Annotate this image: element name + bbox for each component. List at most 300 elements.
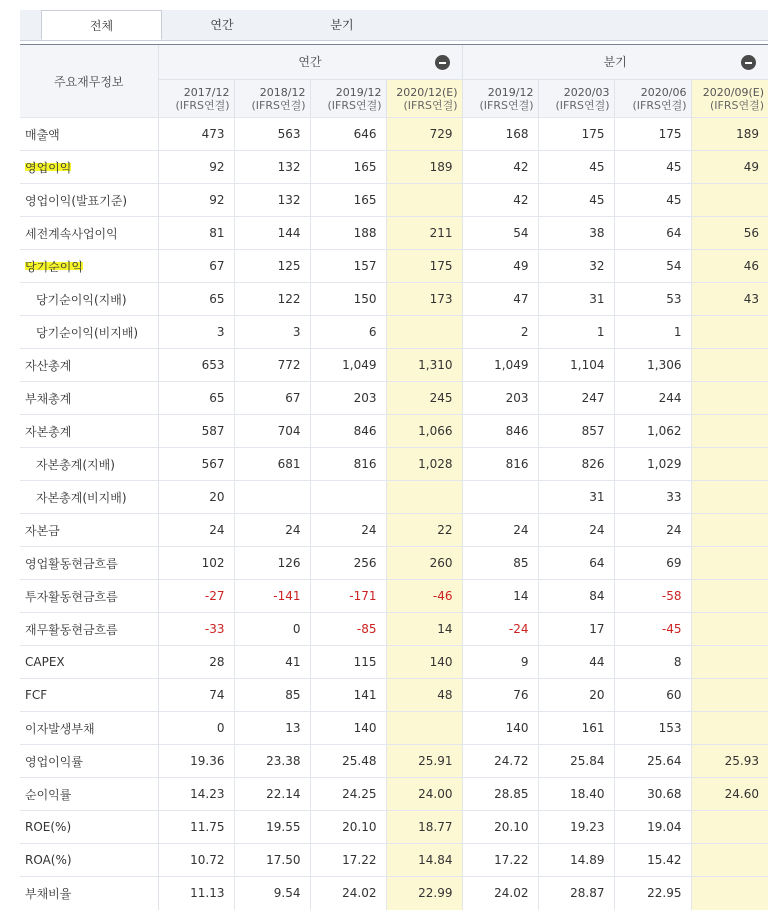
value-cell xyxy=(386,316,462,349)
tab-quarterly[interactable]: 분기 xyxy=(330,18,354,32)
period-date: 2017/12 xyxy=(183,85,230,99)
value-cell: 24.25 xyxy=(310,778,386,811)
row-label-cell xyxy=(20,745,158,778)
value-cell: 168 xyxy=(462,118,538,151)
value-cell: 67 xyxy=(158,250,234,283)
annual-group-header xyxy=(158,45,462,80)
table-row xyxy=(20,250,768,283)
value-cell: 132 xyxy=(234,151,310,184)
value-cell: 65 xyxy=(158,283,234,316)
value-cell: 157 xyxy=(310,250,386,283)
value-cell: 140 xyxy=(310,712,386,745)
value-cell: 24.60 xyxy=(691,778,768,811)
value-cell: 45 xyxy=(538,184,614,217)
row-label-cell xyxy=(20,151,158,184)
value-cell: 14 xyxy=(462,580,538,613)
value-cell: 24.02 xyxy=(310,877,386,910)
value-cell: 2 xyxy=(462,316,538,349)
value-cell: 24 xyxy=(310,514,386,547)
value-cell: 20.10 xyxy=(310,811,386,844)
value-cell xyxy=(691,547,768,580)
value-cell xyxy=(691,514,768,547)
value-cell: 144 xyxy=(234,217,310,250)
period-basis: (IFRS연결) xyxy=(251,98,306,112)
period-basis: (IFRS연결) xyxy=(403,98,458,112)
value-cell: -141 xyxy=(234,580,310,613)
value-cell: 20 xyxy=(538,679,614,712)
value-cell: 19.04 xyxy=(614,811,691,844)
table-row xyxy=(20,349,768,382)
row-label-cell xyxy=(20,877,158,910)
value-cell: 175 xyxy=(614,118,691,151)
value-cell: 28.87 xyxy=(538,877,614,910)
table-row xyxy=(20,877,768,910)
row-label: 당기순이익 xyxy=(25,259,83,274)
value-cell xyxy=(691,613,768,646)
value-cell: 729 xyxy=(386,118,462,151)
value-cell: 13 xyxy=(234,712,310,745)
value-cell: 20.10 xyxy=(462,811,538,844)
tab-bar xyxy=(20,10,768,41)
value-cell: 17.22 xyxy=(310,844,386,877)
value-cell: 25.64 xyxy=(614,745,691,778)
value-cell: 816 xyxy=(310,448,386,481)
row-label: ROA(%) xyxy=(25,853,72,867)
row-label: 자본금 xyxy=(25,523,60,538)
row-label: 자본총계 xyxy=(25,424,72,439)
row-label: 재무활동현금흐름 xyxy=(25,622,118,637)
value-cell: 64 xyxy=(538,547,614,580)
table-row xyxy=(20,184,768,217)
value-cell xyxy=(691,448,768,481)
value-cell: 8 xyxy=(614,646,691,679)
collapse-annual-icon[interactable] xyxy=(435,55,450,70)
period-date: 2020/06 xyxy=(640,85,687,99)
value-cell: 25.48 xyxy=(310,745,386,778)
table-row xyxy=(20,745,768,778)
value-cell: 22 xyxy=(386,514,462,547)
value-cell: 1,029 xyxy=(614,448,691,481)
value-cell: 69 xyxy=(614,547,691,580)
table-row xyxy=(20,844,768,877)
value-cell: 44 xyxy=(538,646,614,679)
value-cell: 1,104 xyxy=(538,349,614,382)
row-label: ROE(%) xyxy=(25,820,72,834)
table-row xyxy=(20,580,768,613)
value-cell: 9 xyxy=(462,646,538,679)
value-cell: 47 xyxy=(462,283,538,316)
period-date: 2018/12 xyxy=(259,85,306,99)
table-row xyxy=(20,613,768,646)
value-cell: 173 xyxy=(386,283,462,316)
value-cell: 22.95 xyxy=(614,877,691,910)
value-cell: 54 xyxy=(614,250,691,283)
row-label-cell xyxy=(20,547,158,580)
value-cell: 30.68 xyxy=(614,778,691,811)
value-cell: 33 xyxy=(614,481,691,514)
row-label: 당기순이익(지배) xyxy=(36,292,127,307)
value-cell: 22.99 xyxy=(386,877,462,910)
value-cell: 43 xyxy=(691,283,768,316)
table-row xyxy=(20,316,768,349)
value-cell: 175 xyxy=(386,250,462,283)
value-cell xyxy=(386,481,462,514)
table-row xyxy=(20,778,768,811)
value-cell: 17.50 xyxy=(234,844,310,877)
value-cell: 14.23 xyxy=(158,778,234,811)
value-cell: 25.91 xyxy=(386,745,462,778)
value-cell: 653 xyxy=(158,349,234,382)
value-cell: -46 xyxy=(386,580,462,613)
row-label: 영업이익(발표기준) xyxy=(25,193,128,208)
value-cell: 24.02 xyxy=(462,877,538,910)
period-date: 2020/12(E) xyxy=(396,85,458,99)
value-cell xyxy=(691,646,768,679)
value-cell: 1,066 xyxy=(386,415,462,448)
table-row xyxy=(20,679,768,712)
value-cell: 846 xyxy=(310,415,386,448)
tab-annual[interactable]: 연간 xyxy=(210,18,234,32)
value-cell: 3 xyxy=(234,316,310,349)
row-label-cell xyxy=(20,811,158,844)
value-cell: 56 xyxy=(691,217,768,250)
value-cell: 704 xyxy=(234,415,310,448)
value-cell: 826 xyxy=(538,448,614,481)
row-label-cell xyxy=(20,118,158,151)
value-cell: 42 xyxy=(462,184,538,217)
row-label-cell xyxy=(20,184,158,217)
value-cell: 188 xyxy=(310,217,386,250)
row-label: 영업활동현금흐름 xyxy=(25,556,118,571)
value-cell: 14.89 xyxy=(538,844,614,877)
value-cell: 1,049 xyxy=(310,349,386,382)
table-row xyxy=(20,712,768,745)
value-cell xyxy=(691,712,768,745)
value-cell: 189 xyxy=(691,118,768,151)
row-label: 순이익률 xyxy=(25,787,72,802)
value-cell: 24 xyxy=(462,514,538,547)
value-cell: 48 xyxy=(386,679,462,712)
table-row xyxy=(20,217,768,250)
row-label-cell xyxy=(20,613,158,646)
value-cell: 646 xyxy=(310,118,386,151)
value-cell: 6 xyxy=(310,316,386,349)
value-cell: 1,306 xyxy=(614,349,691,382)
value-cell: 203 xyxy=(462,382,538,415)
value-cell xyxy=(386,184,462,217)
value-cell: 85 xyxy=(234,679,310,712)
value-cell: 14.84 xyxy=(386,844,462,877)
value-cell: 28 xyxy=(158,646,234,679)
value-cell: 19.23 xyxy=(538,811,614,844)
value-cell: 846 xyxy=(462,415,538,448)
value-cell: 84 xyxy=(538,580,614,613)
value-cell xyxy=(691,844,768,877)
value-cell: 1,062 xyxy=(614,415,691,448)
period-header xyxy=(386,80,462,118)
period-basis: (IFRS연결) xyxy=(479,98,534,112)
value-cell xyxy=(691,316,768,349)
value-cell xyxy=(691,184,768,217)
row-label-header: 주요재무정보 xyxy=(20,45,158,118)
value-cell: 25.93 xyxy=(691,745,768,778)
value-cell: 14 xyxy=(386,613,462,646)
value-cell: 24 xyxy=(158,514,234,547)
period-header xyxy=(614,80,691,118)
value-cell: 122 xyxy=(234,283,310,316)
period-date: 2019/12 xyxy=(335,85,382,99)
row-label: 부채비율 xyxy=(25,886,72,901)
value-cell: 24 xyxy=(234,514,310,547)
value-cell: 126 xyxy=(234,547,310,580)
value-cell: 150 xyxy=(310,283,386,316)
value-cell: 18.77 xyxy=(386,811,462,844)
value-cell: 53 xyxy=(614,283,691,316)
value-cell xyxy=(691,580,768,613)
value-cell: 65 xyxy=(158,382,234,415)
row-label-cell xyxy=(20,349,158,382)
value-cell: 15.42 xyxy=(614,844,691,877)
row-label-cell xyxy=(20,712,158,745)
quarter-group-header xyxy=(462,45,768,80)
value-cell: 92 xyxy=(158,151,234,184)
value-cell: 256 xyxy=(310,547,386,580)
value-cell: -171 xyxy=(310,580,386,613)
value-cell: 141 xyxy=(310,679,386,712)
value-cell: 92 xyxy=(158,184,234,217)
value-cell xyxy=(691,811,768,844)
value-cell: 41 xyxy=(234,646,310,679)
value-cell: 587 xyxy=(158,415,234,448)
value-cell: 45 xyxy=(614,184,691,217)
value-cell xyxy=(691,877,768,910)
table-row xyxy=(20,646,768,679)
period-basis: (IFRS연결) xyxy=(709,98,764,112)
row-label: 매출액 xyxy=(25,127,60,142)
value-cell: 49 xyxy=(691,151,768,184)
row-label: 부채총계 xyxy=(25,391,72,406)
table-row xyxy=(20,283,768,316)
value-cell: -27 xyxy=(158,580,234,613)
value-cell: 140 xyxy=(386,646,462,679)
value-cell: 45 xyxy=(538,151,614,184)
value-cell xyxy=(691,679,768,712)
value-cell: 211 xyxy=(386,217,462,250)
row-label: CAPEX xyxy=(25,655,65,669)
value-cell: -58 xyxy=(614,580,691,613)
value-cell: 161 xyxy=(538,712,614,745)
value-cell: 1 xyxy=(614,316,691,349)
value-cell: 102 xyxy=(158,547,234,580)
row-label-cell xyxy=(20,844,158,877)
value-cell: 11.75 xyxy=(158,811,234,844)
value-cell: 28.85 xyxy=(462,778,538,811)
value-cell: 1 xyxy=(538,316,614,349)
value-cell xyxy=(691,415,768,448)
row-label: 자산총계 xyxy=(25,358,72,373)
period-header xyxy=(310,80,386,118)
value-cell xyxy=(386,712,462,745)
row-label: 이자발생부채 xyxy=(25,721,95,736)
value-cell: 24 xyxy=(538,514,614,547)
table-row xyxy=(20,811,768,844)
row-label: 영업이익 xyxy=(25,160,72,175)
value-cell: 244 xyxy=(614,382,691,415)
period-header xyxy=(158,80,234,118)
period-date: 2019/12 xyxy=(487,85,534,99)
value-cell: 563 xyxy=(234,118,310,151)
row-label-cell xyxy=(20,217,158,250)
value-cell: 20 xyxy=(158,481,234,514)
value-cell: 38 xyxy=(538,217,614,250)
value-cell: 49 xyxy=(462,250,538,283)
value-cell: 1,028 xyxy=(386,448,462,481)
period-basis: (IFRS연결) xyxy=(175,98,230,112)
value-cell xyxy=(462,481,538,514)
value-cell: 18.40 xyxy=(538,778,614,811)
value-cell: 74 xyxy=(158,679,234,712)
value-cell xyxy=(310,481,386,514)
value-cell: 46 xyxy=(691,250,768,283)
value-cell: 125 xyxy=(234,250,310,283)
period-header xyxy=(234,80,310,118)
row-label-cell xyxy=(20,250,158,283)
value-cell: 165 xyxy=(310,184,386,217)
financial-summary-table xyxy=(20,45,768,910)
value-cell: 681 xyxy=(234,448,310,481)
value-cell: 260 xyxy=(386,547,462,580)
value-cell: 473 xyxy=(158,118,234,151)
row-label-cell xyxy=(20,283,158,316)
value-cell: 85 xyxy=(462,547,538,580)
value-cell: -33 xyxy=(158,613,234,646)
table-row xyxy=(20,481,768,514)
table-row xyxy=(20,415,768,448)
value-cell: 76 xyxy=(462,679,538,712)
value-cell: 19.36 xyxy=(158,745,234,778)
row-label: 당기순이익(비지배) xyxy=(36,325,139,340)
value-cell: 10.72 xyxy=(158,844,234,877)
value-cell: 24.72 xyxy=(462,745,538,778)
value-cell: 54 xyxy=(462,217,538,250)
value-cell: 140 xyxy=(462,712,538,745)
value-cell: 189 xyxy=(386,151,462,184)
row-label-cell xyxy=(20,514,158,547)
value-cell: -85 xyxy=(310,613,386,646)
table-row xyxy=(20,118,768,151)
value-cell: 132 xyxy=(234,184,310,217)
period-header xyxy=(691,80,768,118)
annual-group-label: 연간 xyxy=(298,55,322,69)
value-cell: 203 xyxy=(310,382,386,415)
table-row xyxy=(20,151,768,184)
value-cell: 816 xyxy=(462,448,538,481)
value-cell: 64 xyxy=(614,217,691,250)
value-cell: 24 xyxy=(614,514,691,547)
table-row xyxy=(20,448,768,481)
value-cell: 567 xyxy=(158,448,234,481)
value-cell: 45 xyxy=(614,151,691,184)
period-date: 2020/03 xyxy=(563,85,610,99)
value-cell: 17 xyxy=(538,613,614,646)
quarter-group-label: 분기 xyxy=(603,55,627,69)
value-cell: 1,049 xyxy=(462,349,538,382)
row-label-cell xyxy=(20,415,158,448)
value-cell: 22.14 xyxy=(234,778,310,811)
value-cell: 245 xyxy=(386,382,462,415)
value-cell: 247 xyxy=(538,382,614,415)
value-cell: 31 xyxy=(538,283,614,316)
value-cell: 17.22 xyxy=(462,844,538,877)
tab-all[interactable]: 전체 xyxy=(41,10,162,40)
period-header xyxy=(462,80,538,118)
row-label: 영업이익률 xyxy=(25,754,83,769)
value-cell: 153 xyxy=(614,712,691,745)
row-label-cell xyxy=(20,778,158,811)
period-basis: (IFRS연결) xyxy=(327,98,382,112)
value-cell: 165 xyxy=(310,151,386,184)
row-label: 세전계속사업이익 xyxy=(25,226,118,241)
period-basis: (IFRS연결) xyxy=(555,98,610,112)
table-row xyxy=(20,382,768,415)
value-cell: 42 xyxy=(462,151,538,184)
value-cell: 60 xyxy=(614,679,691,712)
value-cell: 0 xyxy=(234,613,310,646)
period-basis: (IFRS연결) xyxy=(632,98,687,112)
value-cell: 25.84 xyxy=(538,745,614,778)
value-cell: 1,310 xyxy=(386,349,462,382)
table-row xyxy=(20,547,768,580)
value-cell: 3 xyxy=(158,316,234,349)
value-cell: 19.55 xyxy=(234,811,310,844)
value-cell: 32 xyxy=(538,250,614,283)
value-cell: 9.54 xyxy=(234,877,310,910)
value-cell: 23.38 xyxy=(234,745,310,778)
value-cell: 175 xyxy=(538,118,614,151)
row-label: 투자활동현금흐름 xyxy=(25,589,118,604)
value-cell xyxy=(691,349,768,382)
value-cell: 857 xyxy=(538,415,614,448)
value-cell xyxy=(691,382,768,415)
row-label: FCF xyxy=(25,688,48,702)
row-label-cell xyxy=(20,316,158,349)
value-cell: 24.00 xyxy=(386,778,462,811)
collapse-quarter-icon[interactable] xyxy=(741,55,756,70)
row-label-cell xyxy=(20,646,158,679)
row-label: 자본총계(비지배) xyxy=(36,490,127,505)
period-date: 2020/09(E) xyxy=(702,85,764,99)
value-cell: 772 xyxy=(234,349,310,382)
value-cell: 115 xyxy=(310,646,386,679)
value-cell: 81 xyxy=(158,217,234,250)
row-label-cell xyxy=(20,448,158,481)
value-cell xyxy=(691,481,768,514)
value-cell: 67 xyxy=(234,382,310,415)
row-label-cell xyxy=(20,481,158,514)
period-header xyxy=(538,80,614,118)
value-cell xyxy=(234,481,310,514)
row-label-cell xyxy=(20,382,158,415)
value-cell: -24 xyxy=(462,613,538,646)
value-cell: -45 xyxy=(614,613,691,646)
row-label-cell xyxy=(20,580,158,613)
value-cell: 31 xyxy=(538,481,614,514)
value-cell: 0 xyxy=(158,712,234,745)
row-label: 자본총계(지배) xyxy=(36,457,115,472)
table-row xyxy=(20,514,768,547)
value-cell: 11.13 xyxy=(158,877,234,910)
row-label-cell xyxy=(20,679,158,712)
